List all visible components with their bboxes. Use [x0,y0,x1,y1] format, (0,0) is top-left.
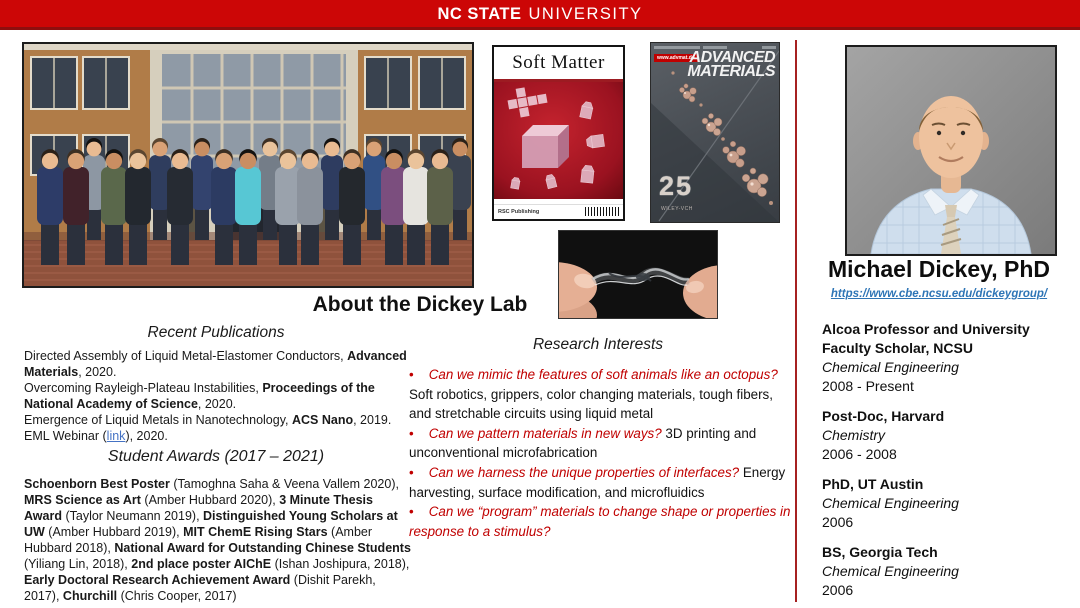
research-bullet: • Can we harness the unique properties of interfaces? Energy harvesting, surface modification, and microfluidics [409,464,786,500]
cv-position: PhD, UT Austin Chemical Engineering 2006 [822,476,959,530]
banner-brand-light: UNIVERSITY [528,5,643,23]
eml-webinar-link[interactable]: link [106,428,126,443]
recent-publications-heading: Recent Publications [147,324,285,341]
journal-cover-advanced-materials [650,42,780,223]
bullet-icon: • [409,425,414,441]
bullet-icon: • [409,464,414,480]
journal-cover-soft-matter [492,45,625,221]
research-bullet: • Can we “program” materials to change shape or properties in response to a stimulus? [409,504,791,539]
research-bullet: • Can we pattern materials in new ways? 3D printing and unconventional microfabrication [409,425,757,461]
portrait-art [847,47,1055,254]
publication-item: EML Webinar (link), 2020. [24,428,168,443]
cv-position: Post-Doc, Harvard Chemistry 2006 - 2008 [822,408,945,462]
research-interests-list [409,365,796,541]
michael-dickey-portrait [845,45,1057,256]
cv-positions [822,320,1074,608]
research-bullet: • Can we mimic the features of soft animals like an octopus? Soft robotics, grippers, color changing materials, tough fibers, and stretchable circuits using liquid metal [409,367,778,422]
soft-matter-header [494,47,623,79]
barcode [585,207,619,216]
soft-matter-cubes-art [494,82,623,199]
publication-item: Overcoming Rayleigh-Plateau Instabilities, Proceedings of the National Academy of Science, 2020. [24,380,375,411]
student-awards-heading: Student Awards (2017 – 2021) [107,448,325,465]
section-divider [795,40,797,602]
profile-name: Michael Dickey, PhD [828,256,1050,282]
dickey-group-link[interactable]: https://www.cbe.ncsu.edu/dickeygroup/ [830,288,1048,300]
research-interests-heading: Research Interests [532,336,664,353]
publication-item: Emergence of Liquid Metals in Nanotechnology, ACS Nano, 2019. [24,412,392,427]
rsc-publishing-logo: RSC Publishing [498,208,540,215]
banner-brand-bold: NC STATE [437,5,522,23]
nc-state-banner [0,0,1080,30]
cv-position: Alcoa Professor and University Faculty Scholar, NCSU Chemical Engineering 2008 - Present [822,321,1030,394]
publications-list [24,349,408,444]
advanced-materials-issue-number: 25 [659,171,694,201]
advanced-materials-title: ADVANCED MATERIALS [687,49,775,80]
about-heading: About the Dickey Lab [312,293,528,316]
advanced-materials-url: www.advmat.de [654,54,698,62]
lab-group-photo [22,42,474,288]
bullet-icon: • [409,504,414,520]
publication-item: Directed Assembly of Liquid Metal-Elastomer Conductors, Advanced Materials, 2020. [24,349,407,379]
wiley-vch-logo: WILEY-VCH [661,206,693,212]
soft-matter-artwork [494,82,623,204]
soft-matter-footer [494,204,623,219]
soft-matter-title: Soft Matter [512,51,605,73]
lab-group-photo-scene [24,44,472,286]
cv-position: BS, Georgia Tech Chemical Engineering 2006 [822,544,959,598]
bullet-icon: • [409,367,414,382]
student-awards-text: Schoenborn Best Poster (Tamoghna Saha & Veena Vallem 2020), MRS Science as Art (Amber Hubbard 2020), 3 Minute Thesis Award (Taylor Neumann 2019), Distinguished Young Scholars at UW (Amber Hubbard 2019), MIT ChemE Rising Stars (Amber Hubbard 2018), National Award for Outstanding Chinese Students (Yiliang Lin, 2018), 2nd place poster AIChE (Ishan Joshipura, 2018), Early Doctoral Research Achievement Award (Dishit Parekh, 2017), Churchill (Chris Cooper, 2017) [24,477,411,603]
